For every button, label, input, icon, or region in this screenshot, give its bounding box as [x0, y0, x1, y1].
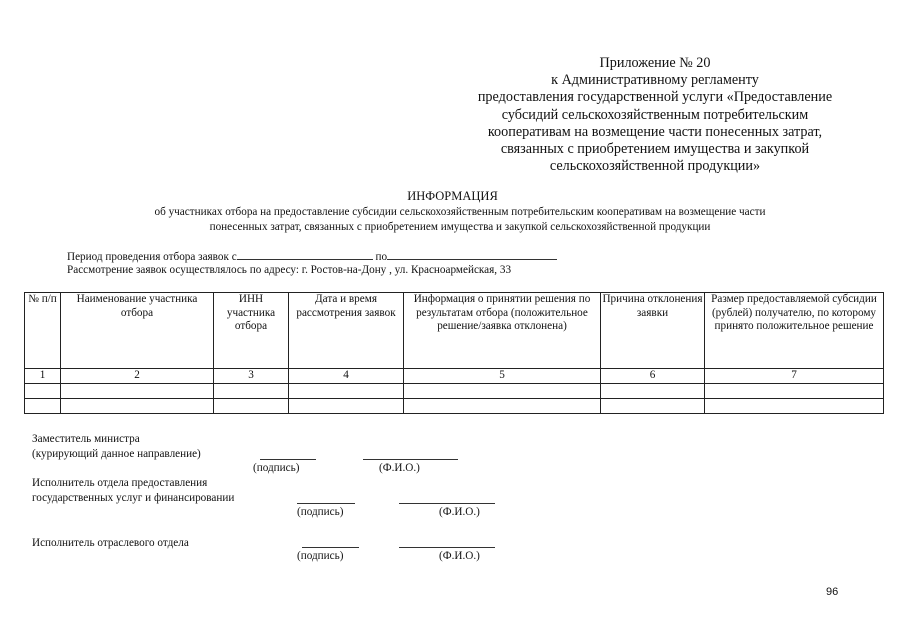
address-line: Рассмотрение заявок осуществлялось по адресу: г. Ростов-на-Дону , ул. Красноармейская, 33	[67, 264, 512, 276]
appendix-line: субсидий сельскохозяйственным потребительским	[501, 106, 809, 123]
subtitle-line-2: понесенных затрат, связанных с приобретением имущества и закупкой сельскохозяйственной продукции	[209, 221, 711, 234]
table-cell[interactable]	[601, 399, 705, 414]
header-cell: Размер предоставляемой субсидии (рублей) получателю, по которому принято положительное решение	[705, 293, 884, 369]
page-number: 96	[826, 586, 839, 598]
table-cell[interactable]	[705, 399, 884, 414]
table-cell[interactable]	[404, 399, 601, 414]
header-cell: Причина отклонения заявки	[601, 293, 705, 369]
header-cell: Информация о принятии решения по результатам отбора (положительное решение/заявка отклонена)	[404, 293, 601, 369]
table-cell[interactable]	[25, 384, 61, 399]
executor2-signature-line	[302, 547, 359, 548]
executor2-title: Исполнитель отраслевого отдела	[32, 537, 189, 549]
deputy-signature-line	[260, 459, 316, 460]
table-cell[interactable]	[214, 384, 289, 399]
executor2-fio-line	[399, 547, 495, 548]
executor1-title-line-2: государственных услуг и финансировании	[32, 492, 235, 504]
header-cell: Наименование участника отбора	[61, 293, 214, 369]
table-cell[interactable]	[214, 399, 289, 414]
period-to-blank	[387, 249, 557, 260]
participants-table	[24, 292, 884, 414]
table-number-row	[25, 369, 884, 384]
deputy-fio-caption: (Ф.И.О.)	[379, 462, 420, 474]
executor1-sign-caption: (подпись)	[297, 506, 344, 518]
number-cell: 6	[601, 369, 705, 384]
table-cell[interactable]	[404, 384, 601, 399]
appendix-header	[440, 55, 870, 175]
deputy-title-line-2: (курирующий данное направление)	[32, 448, 201, 460]
executor1-title-line-1: Исполнитель отдела предоставления	[32, 477, 208, 489]
period-from-blank	[237, 249, 373, 260]
appendix-line: сельскохозяйственной продукции»	[549, 158, 761, 175]
table-cell[interactable]	[601, 384, 705, 399]
appendix-line: связанных с приобретением имущества и закупкой	[500, 141, 810, 158]
appendix-line: Приложение № 20	[599, 55, 711, 71]
table-cell[interactable]	[61, 384, 214, 399]
table-cell[interactable]	[61, 399, 214, 414]
executor2-sign-caption: (подпись)	[297, 550, 344, 562]
appendix-line: предоставления государственной услуги «Предоставление	[477, 89, 833, 106]
table-cell[interactable]	[289, 399, 404, 414]
document-subtitle	[60, 205, 860, 236]
number-cell: 4	[289, 369, 404, 384]
appendix-line: к Административному регламенту	[551, 72, 759, 89]
header-cell: ИНН участника отбора	[214, 293, 289, 369]
table-cell[interactable]	[289, 384, 404, 399]
appendix-line: кооперативам на возмещение части понесенных затрат,	[487, 123, 823, 140]
subtitle-line-1: об участниках отбора на предоставление субсидии сельскохозяйственным потребительским кооперативам на возмещение части	[154, 206, 766, 218]
number-cell: 7	[705, 369, 884, 384]
table-cell[interactable]	[25, 399, 61, 414]
executor1-fio-caption: (Ф.И.О.)	[439, 506, 480, 518]
number-cell: 5	[404, 369, 601, 384]
table-header-row	[25, 293, 884, 369]
period-to-label: по	[375, 251, 388, 263]
table-cell[interactable]	[705, 384, 884, 399]
executor1-signature-line	[297, 503, 355, 504]
header-cell: Дата и время рассмотрения заявок	[289, 293, 404, 369]
header-cell: № п/п	[25, 293, 61, 369]
table-row	[25, 384, 884, 399]
executor1-fio-line	[399, 503, 495, 504]
deputy-sign-caption: (подпись)	[253, 462, 300, 474]
number-cell: 1	[25, 369, 61, 384]
period-label: Период проведения отбора заявок с	[67, 251, 237, 263]
period-line	[67, 249, 557, 263]
document-title: ИНФОРМАЦИЯ	[407, 189, 498, 203]
executor2-fio-caption: (Ф.И.О.)	[439, 550, 480, 562]
number-cell: 2	[61, 369, 214, 384]
table-row	[25, 399, 884, 414]
number-cell: 3	[214, 369, 289, 384]
deputy-fio-line	[363, 459, 458, 460]
deputy-title-line-1: Заместитель министра	[32, 433, 140, 445]
